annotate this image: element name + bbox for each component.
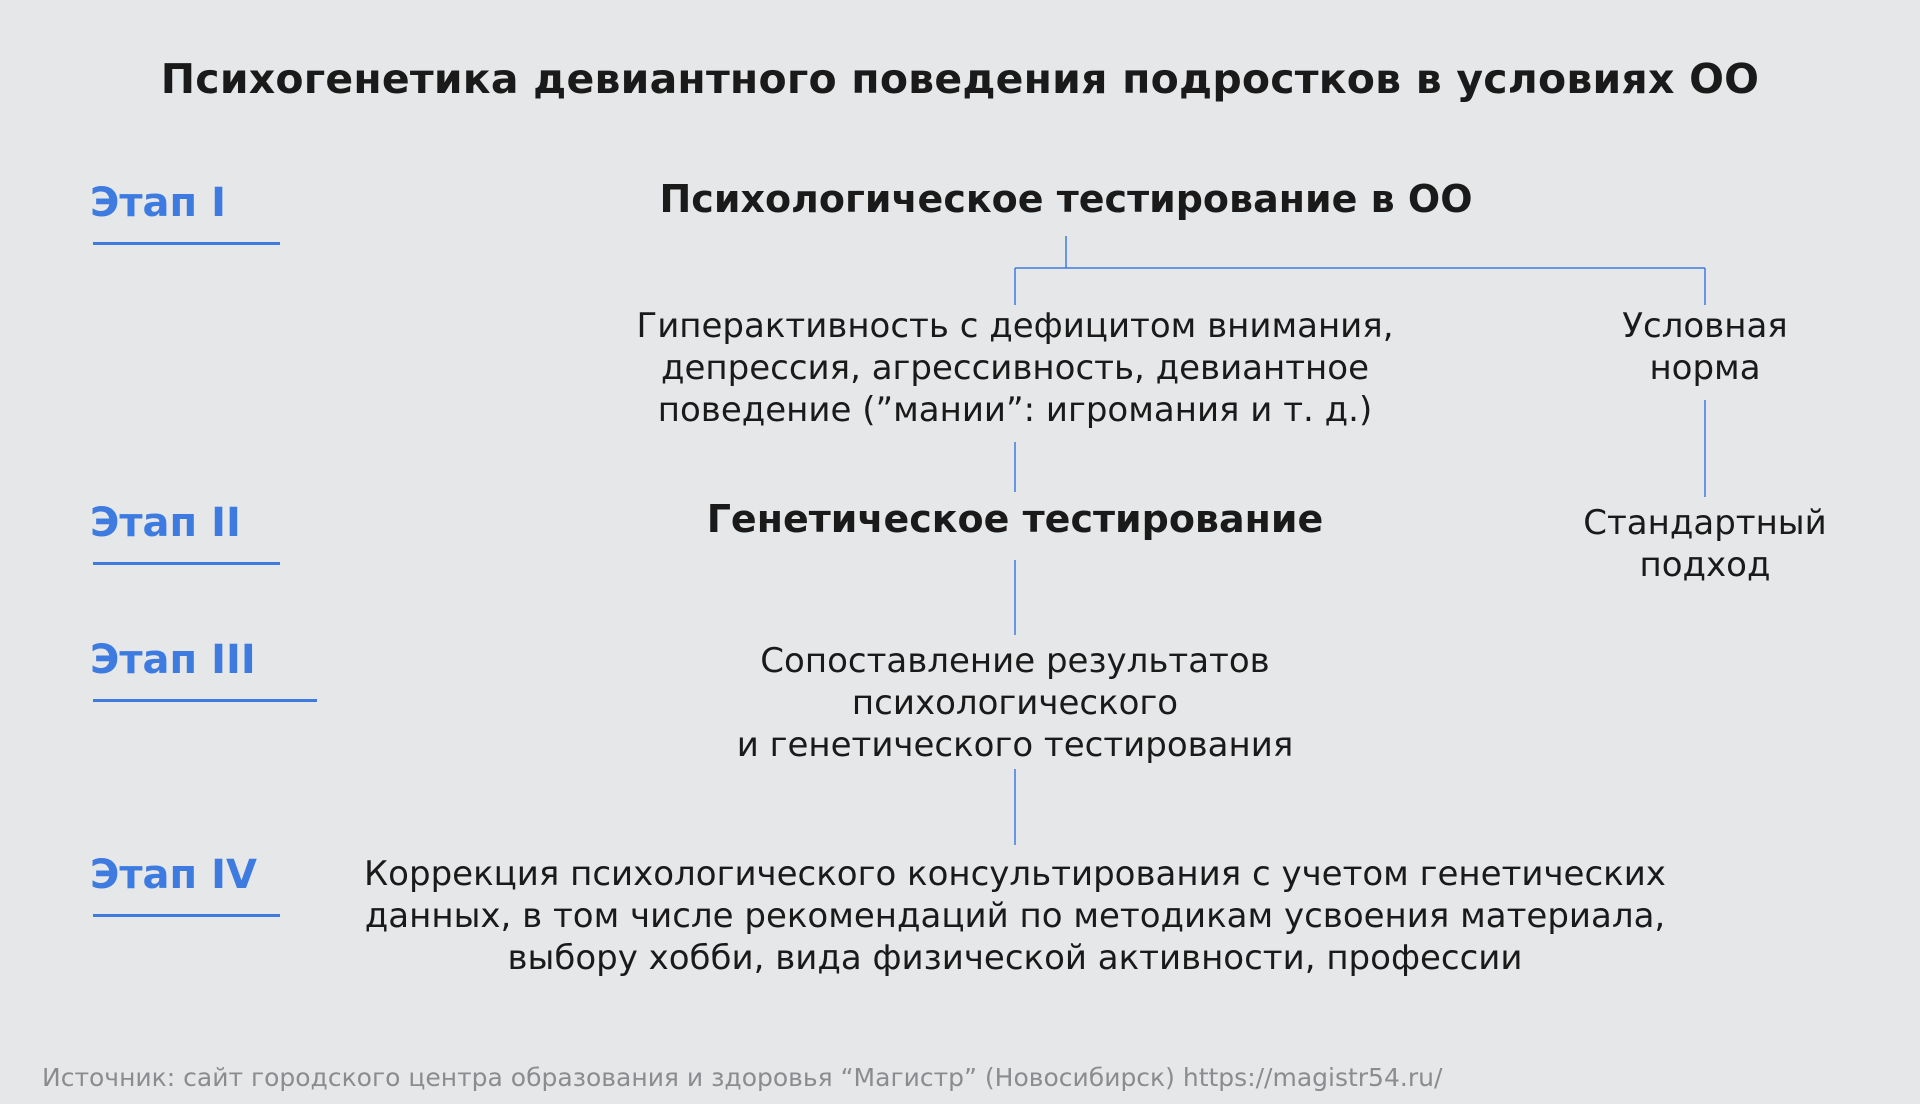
node-correction: Коррекция психологического консультирования с учетом генетических данных, в том числе рекомендаций по методикам усвоения материала, выбору хобби, вида физической активности, профессии — [364, 854, 1666, 978]
node-norm: Условная норма — [1622, 306, 1788, 388]
stage-label-2: Этап II — [90, 500, 241, 546]
stage-label-4: Этап IV — [90, 852, 257, 898]
node-deviations: Гиперактивность с дефицитом внимания, депрессия, агрессивность, девиантное поведение (”мании”: игромания и т. д.) — [636, 306, 1394, 430]
source-note: Источник: сайт городского центра образования и здоровья “Магистр” (Новосибирск) https://magistr54.ru/ — [42, 1063, 1443, 1092]
stage-label-1: Этап I — [90, 180, 226, 226]
stage-label-3: Этап III — [90, 637, 256, 683]
node-psych-testing: Психологическое тестирование в ОО — [659, 177, 1473, 221]
node-genetic-testing: Генетическое тестирование — [706, 497, 1324, 541]
node-comparison: Сопоставление результатов психологического и генетического тестирования — [736, 641, 1294, 765]
page-title: Психогенетика девиантного поведения подростков в условиях ОО — [160, 55, 1760, 103]
node-standard-approach: Стандартный подход — [1583, 503, 1827, 585]
